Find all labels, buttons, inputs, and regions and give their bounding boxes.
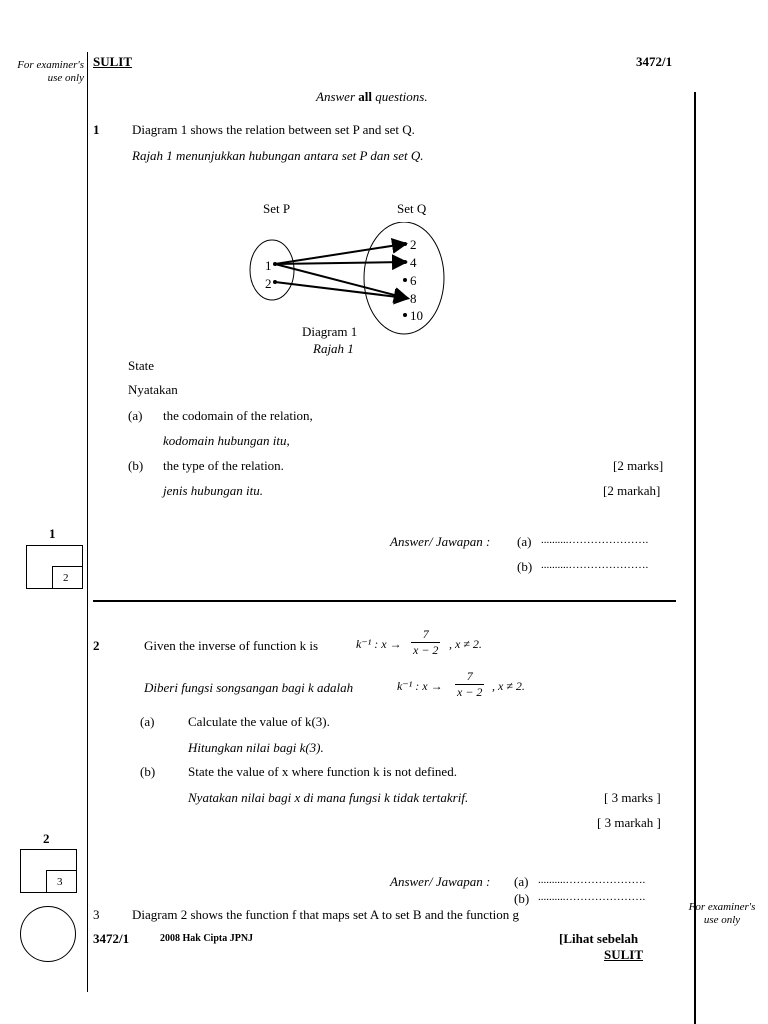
q1-part-b-label: (b) (128, 458, 144, 473)
q-element-6: 6 (410, 273, 417, 288)
q1-number: 1 (93, 122, 100, 137)
arrow-1-to-4 (275, 262, 404, 264)
set-p-ellipse (250, 240, 294, 300)
q1-answer-a-dots[interactable]: ..........…………………. (541, 534, 649, 546)
q2-answer-a-dots[interactable]: ..........…………………. (538, 874, 646, 886)
q3-number: 3 (93, 907, 100, 922)
q1-answer-a-label: (a) (517, 534, 532, 549)
q1-state: State (128, 358, 154, 373)
q2-fraction-numerator: 7 (411, 627, 440, 643)
instruction-bold: all (358, 89, 372, 104)
examiner-note-right-line1: For examiner's (688, 901, 756, 913)
paper-code-header: 3472/1 (636, 54, 673, 69)
q1-part-b-ms: jenis hubungan itu. (163, 483, 264, 498)
q2-margin-number: 2 (43, 831, 50, 846)
q-dot-10 (403, 313, 407, 317)
q1-part-a-en: the codomain of the relation, (163, 408, 313, 423)
p-dot-2 (273, 280, 277, 284)
q1-nyatakan: Nyatakan (128, 382, 178, 397)
arrow-1-to-2 (275, 244, 404, 264)
rajah-1-caption: Rajah 1 (313, 341, 354, 356)
q-dot-8 (403, 296, 407, 300)
footer-copyright: 2008 Hak Cipta JPNJ (160, 933, 254, 944)
q2-func-cond-ms: , x ≠ 2. (492, 679, 525, 693)
q2-answer-b-dots[interactable]: ..........…………………. (538, 891, 646, 903)
q1-margin-number: 1 (49, 526, 56, 541)
q2-part-a-ms: Hitungkan nilai bagi k(3). (188, 740, 324, 755)
examiner-note-left (14, 59, 84, 85)
examiner-note-right (680, 901, 764, 927)
instruction-pre: Answer (316, 89, 355, 104)
q1-part-a-label: (a) (128, 408, 143, 423)
q2-fraction-denominator-ms: x − 2 (457, 685, 483, 699)
examiner-note-line2: use only (47, 72, 84, 84)
q-element-8: 8 (410, 291, 417, 306)
q2-part-b-en: State the value of x where function k is not defined. (188, 764, 457, 779)
p-dot-1 (273, 262, 277, 266)
footer-paper-code: 3472/1 (93, 931, 130, 946)
q2-fraction-numerator-ms: 7 (455, 669, 484, 685)
q-element-10: 10 (410, 308, 423, 323)
q1-part-b-en: the type of the relation. (163, 458, 284, 473)
arrow-1-to-8 (275, 264, 406, 298)
q2-fraction-denominator: x − 2 (413, 643, 439, 657)
q3-text-en: Diagram 2 shows the function f that maps set A to set B and the function g (132, 907, 520, 922)
p-element-2: 2 (265, 276, 272, 291)
q-element-2: 2 (410, 237, 417, 252)
left-margin-rule (87, 52, 88, 992)
q2-given-ms: Diberi fungsi songsangan bagi k adalah (144, 680, 354, 695)
q-dot-6 (403, 278, 407, 282)
q2-number: 2 (93, 638, 100, 653)
sulit-header: SULIT (93, 54, 133, 69)
q2-given-en: Given the inverse of function k is (144, 638, 319, 653)
q1-text-en: Diagram 1 shows the relation between set P and set Q. (132, 122, 415, 137)
q2-marks-ms: [ 3 markah ] (597, 815, 661, 830)
q2-part-b-label: (b) (140, 764, 156, 779)
q-element-4: 4 (410, 255, 417, 270)
set-p-label: Set P (263, 201, 291, 216)
q2-func-lhs-ms: k⁻¹ : x → (397, 679, 443, 693)
q1-marks-total: 2 (63, 572, 69, 584)
q-dot-4 (403, 260, 407, 264)
q1-answer-label: Answer/ Jawapan : (390, 534, 491, 549)
q1-answer-b-label: (b) (517, 559, 533, 574)
relation-diagram (240, 222, 460, 337)
q2-marks-total: 3 (57, 876, 63, 888)
arrow-2-to-8 (275, 282, 406, 298)
q2-part-a-label: (a) (140, 714, 155, 729)
q2-answer-b-label: (b) (514, 891, 530, 906)
q2-answer-a-label: (a) (514, 874, 529, 889)
examiner-note-right-line2: use only (703, 914, 741, 926)
instruction (316, 89, 428, 105)
set-q-label: Set Q (397, 201, 427, 216)
q2-func-cond-en: , x ≠ 2. (449, 637, 482, 651)
q1-marks-ms: [2 markah] (603, 483, 661, 498)
footer-sulit: SULIT (604, 947, 644, 962)
q2-answer-label: Answer/ Jawapan : (390, 874, 491, 889)
q2-part-b-ms: Nyatakan nilai bagi x di mana fungsi k tidak tertakrif. (188, 790, 469, 805)
q1-marks-en: [2 marks] (613, 458, 664, 473)
q2-fraction-en (411, 627, 440, 658)
q1-part-a-ms: kodomain hubungan itu, (163, 433, 290, 448)
q2-part-a-en: Calculate the value of k(3). (188, 714, 330, 729)
diagram-1-caption: Diagram 1 (302, 324, 358, 339)
question-separator (93, 600, 676, 602)
q1-text-ms: Rajah 1 menunjukkan hubungan antara set P dan set Q. (132, 148, 424, 163)
footer-next-page: [Lihat sebelah (559, 931, 639, 946)
p-element-1: 1 (265, 258, 272, 273)
q2-marks-en: [ 3 marks ] (604, 790, 661, 805)
examiner-note-line1: For examiner's (17, 59, 84, 71)
q3-margin-circle (20, 906, 76, 962)
instruction-post: questions. (375, 89, 428, 104)
q2-func-lhs-en: k⁻¹ : x → (356, 637, 402, 651)
right-margin-rule (694, 92, 696, 1024)
set-q-ellipse (364, 222, 444, 334)
q2-fraction-ms (455, 669, 484, 700)
q-dot-2 (403, 242, 407, 246)
q1-answer-b-dots[interactable]: ..........…………………. (541, 559, 649, 571)
